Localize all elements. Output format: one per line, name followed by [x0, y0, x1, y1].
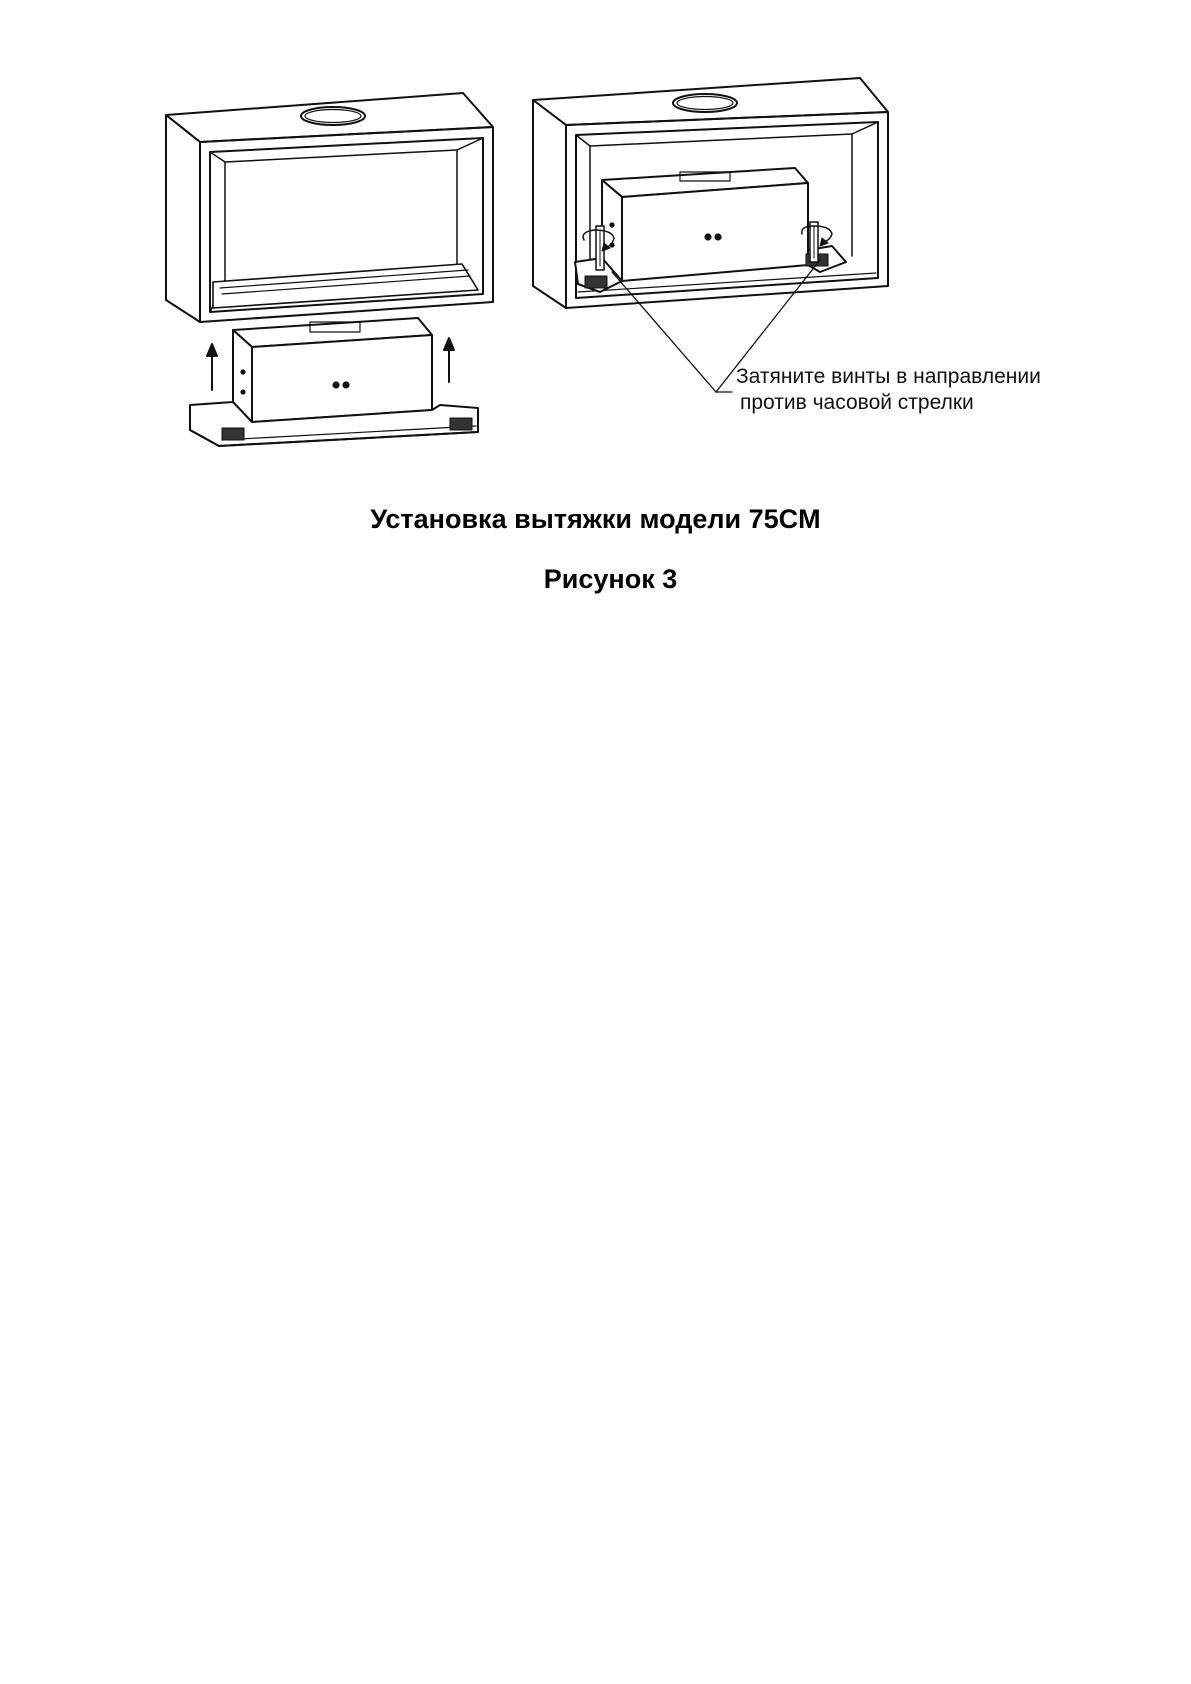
figure-title: Установка вытяжки модели 75CM: [370, 504, 821, 534]
left-hood-unit: [190, 318, 478, 446]
up-arrow-icon: [444, 338, 454, 382]
screw-icon: [810, 222, 818, 262]
callout-text: [736, 364, 1041, 416]
left-cabinet: [166, 93, 493, 322]
figure-number: Рисунок 3: [543, 564, 678, 594]
up-arrow-icon: [207, 344, 217, 390]
callout-line-1: Затяните винты в направлении: [736, 365, 1041, 388]
right-hood-unit: [575, 168, 846, 292]
callout-line-2: против часовой стрелки: [740, 391, 974, 414]
